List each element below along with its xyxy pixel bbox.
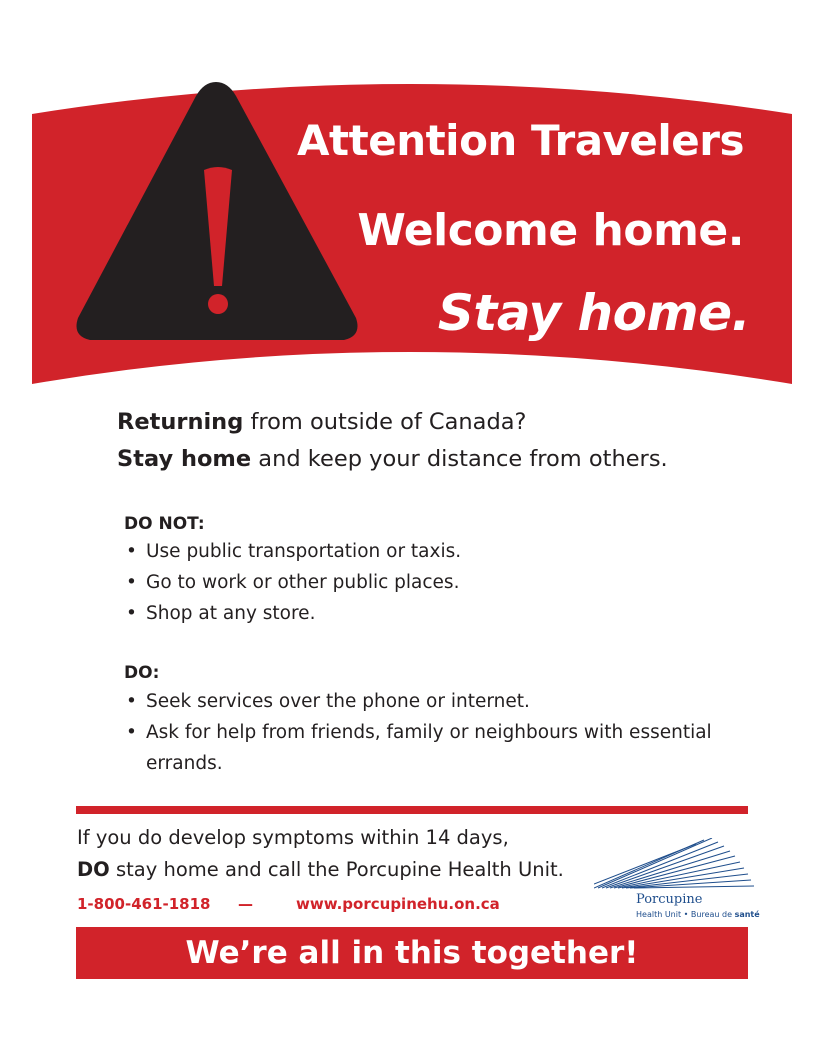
do-list	[124, 686, 724, 779]
phone-number[interactable]: 1-800-461-1818	[77, 895, 211, 913]
list-item: • Go to work or other public places.	[124, 567, 724, 598]
tagline-bar: We’re all in this together!	[76, 927, 748, 979]
porcupine-logo	[594, 838, 760, 922]
list-item: • Ask for help from friends, family or neighbours with essential errands.	[124, 717, 724, 779]
do-not-list	[124, 536, 724, 629]
website-link[interactable]: www.porcupinehu.on.ca	[296, 895, 500, 913]
do-title: DO:	[124, 663, 160, 683]
headline-welcome: Welcome home.	[357, 205, 744, 256]
contact-separator: —	[238, 895, 253, 913]
list-item: • Seek services over the phone or internet.	[124, 686, 724, 717]
intro-line-1: Returning from outside of Canada?	[117, 409, 527, 435]
porcupine-lines-icon	[594, 838, 756, 894]
headline-stay-home: Stay home.	[437, 284, 750, 342]
headline-attention: Attention Travelers	[297, 116, 744, 165]
footer-message	[77, 822, 564, 886]
list-item: • Use public transportation or taxis.	[124, 536, 724, 567]
do-not-title: DO NOT:	[124, 514, 205, 534]
logo-name: Porcupine	[636, 892, 703, 907]
intro-text	[117, 404, 668, 478]
intro-line-2: Stay home and keep your distance from others.	[117, 446, 668, 472]
header-banner	[0, 0, 816, 400]
logo-subtitle: Health Unit • Bureau de santé	[636, 910, 760, 919]
divider	[76, 806, 748, 814]
footer-line-1: If you do develop symptoms within 14 days,	[77, 826, 509, 849]
footer-line-2: DO stay home and call the Porcupine Health Unit.	[77, 858, 564, 881]
list-item: • Shop at any store.	[124, 598, 724, 629]
